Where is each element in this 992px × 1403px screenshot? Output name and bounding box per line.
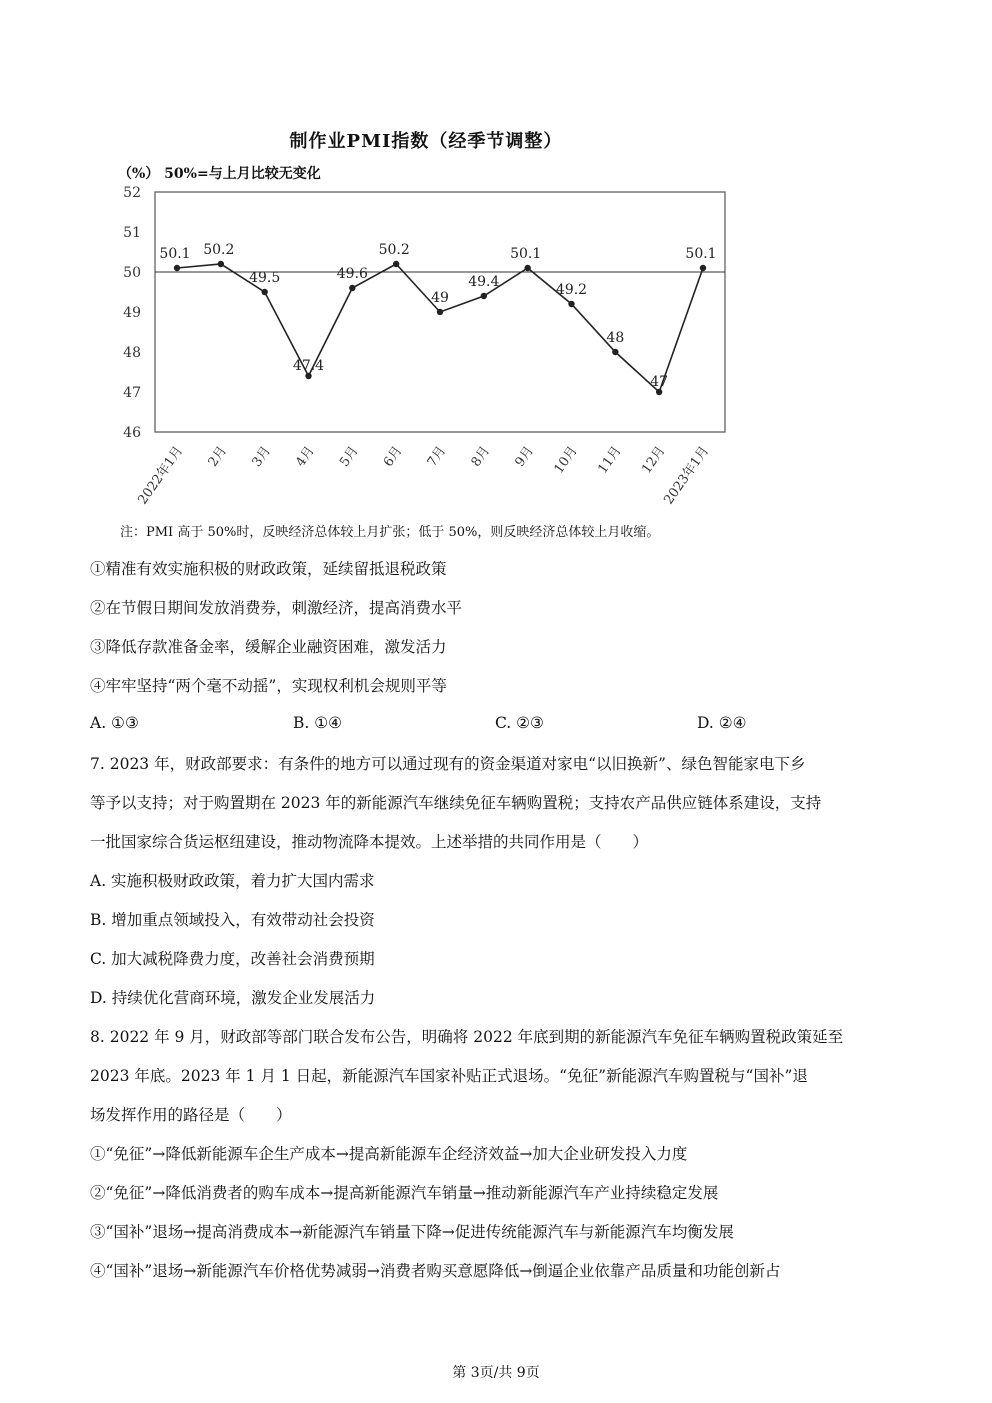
chart-note: 注：PMI 高于 50%时，反映经济总体较上月扩张；低于 50%，则反映经济总体较上月收缩。 <box>120 525 660 540</box>
chart-unit-label: （%） 50%=与上月比较无变化 <box>118 166 321 182</box>
q8-item-3: ③“国补”退场→提高消费成本→新能源汽车销量下降→促进传统能源汽车与新能源汽车均衡发展 <box>90 1223 734 1241</box>
data-label: 48 <box>606 330 625 346</box>
x-tick-label: 12月 <box>639 443 669 477</box>
q6-option-c[interactable]: C. ②③ <box>495 714 544 732</box>
x-tick-label: 2022年1月 <box>135 443 187 508</box>
q6-option-a[interactable]: A. ①③ <box>90 714 139 732</box>
q8-stem-line-1: 8. 2022 年 9 月，财政部等部门联合发布公告，明确将 2022 年底到期的新能源汽车免征车辆购置税政策延至 <box>90 1028 844 1046</box>
data-point <box>700 265 706 271</box>
data-point <box>218 261 224 267</box>
data-label: 50.1 <box>510 246 542 262</box>
x-tick-label: 7月 <box>424 443 450 470</box>
data-label: 50.1 <box>159 246 191 262</box>
data-point <box>481 293 487 299</box>
chart-title: 制作业PMI指数（经季节调整） <box>289 131 563 152</box>
q8-item-1: ①“免征”→降低新能源车企生产成本→提高新能源车企经济效益→加大企业研发投入力度 <box>90 1145 688 1163</box>
x-tick-label: 11月 <box>595 443 625 477</box>
data-point <box>568 301 574 307</box>
q6-item-4: ④牢牢坚持“两个毫不动摇”，实现权利机会规则平等 <box>90 677 447 695</box>
data-label: 47.4 <box>292 358 325 374</box>
y-tick-label: 49 <box>123 305 141 321</box>
q6-item-1: ①精准有效实施积极的财政政策，延续留抵退税政策 <box>90 560 447 578</box>
x-tick-label: 2月 <box>205 443 231 470</box>
q7-option-c[interactable]: C. 加大减税降费力度，改善社会消费预期 <box>90 950 375 968</box>
data-label: 49.5 <box>249 270 281 286</box>
q7-stem-line-2: 等予以支持；对于购置期在 2023 年的新能源汽车继续免征车辆购置税；支持农产品供应链体系建设，支持 <box>90 794 822 812</box>
data-label: 49.2 <box>555 282 588 298</box>
x-tick-label: 6月 <box>380 443 406 470</box>
data-point <box>349 285 355 291</box>
data-label: 49 <box>431 290 449 306</box>
x-tick-label: 5月 <box>337 443 362 470</box>
data-point <box>261 289 267 295</box>
y-tick-label: 46 <box>123 425 141 441</box>
y-tick-label: 48 <box>123 345 141 361</box>
data-label: 47 <box>650 374 669 390</box>
data-point <box>393 261 399 267</box>
q8-stem-line-2: 2023 年底。2023 年 1 月 1 日起，新能源汽车国家补贴正式退场。“免征”新能源汽车购置税与“国补”退 <box>90 1067 808 1085</box>
q7-stem-line-3: 一批国家综合货运枢纽建设，推动物流降本提效。上述举措的共同作用是（ ） <box>90 833 649 851</box>
y-tick-label: 52 <box>123 185 141 201</box>
data-label: 50.2 <box>378 242 410 258</box>
data-point <box>612 349 618 355</box>
x-tick-label: 4月 <box>293 443 318 470</box>
q6-item-3: ③降低存款准备金率，缓解企业融资困难，激发活力 <box>90 638 447 656</box>
data-label: 49.4 <box>468 274 500 290</box>
q6-option-b[interactable]: B. ①④ <box>293 714 343 732</box>
q6-option-d[interactable]: D. ②④ <box>697 714 747 732</box>
x-tick-label: 8月 <box>468 443 494 470</box>
q7-stem-line-1: 7. 2023 年，财政部要求：有条件的地方可以通过现有的资金渠道对家电“以旧换新”、绿色智能家电下乡 <box>90 755 806 773</box>
y-tick-label: 50 <box>123 265 141 281</box>
data-label: 50.1 <box>685 246 717 262</box>
q7-option-b[interactable]: B. 增加重点领域投入，有效带动社会投资 <box>90 911 375 929</box>
page-footer: 第 3页/共 9页 <box>452 1365 540 1381</box>
data-label: 49.6 <box>336 266 368 282</box>
x-tick-label: 9月 <box>512 443 537 470</box>
y-tick-label: 51 <box>123 225 141 241</box>
y-tick-label: 47 <box>123 385 141 401</box>
data-point <box>524 265 530 271</box>
data-point <box>437 309 443 315</box>
q7-option-a[interactable]: A. 实施积极财政政策，着力扩大国内需求 <box>90 872 375 890</box>
data-point <box>174 265 180 271</box>
pmi-line-chart <box>100 180 760 520</box>
q7-option-d[interactable]: D. 持续优化营商环境，激发企业发展活力 <box>90 989 376 1007</box>
q8-item-4: ④“国补”退场→新能源汽车价格优势减弱→消费者购买意愿降低→倒逼企业依靠产品质量和功能创新占 <box>90 1262 781 1280</box>
q6-item-2: ②在节假日期间发放消费券，刺激经济，提高消费水平 <box>90 599 463 617</box>
x-tick-label: 2023年1月 <box>661 443 713 508</box>
x-tick-label: 3月 <box>249 443 274 470</box>
q8-stem-line-3: 场发挥作用的路径是（ ） <box>90 1106 292 1124</box>
data-label: 50.2 <box>203 242 235 258</box>
x-tick-label: 10月 <box>551 443 581 477</box>
q8-item-2: ②“免征”→降低消费者的购车成本→提高新能源汽车销量→推动新能源汽车产业持续稳定发展 <box>90 1184 719 1202</box>
